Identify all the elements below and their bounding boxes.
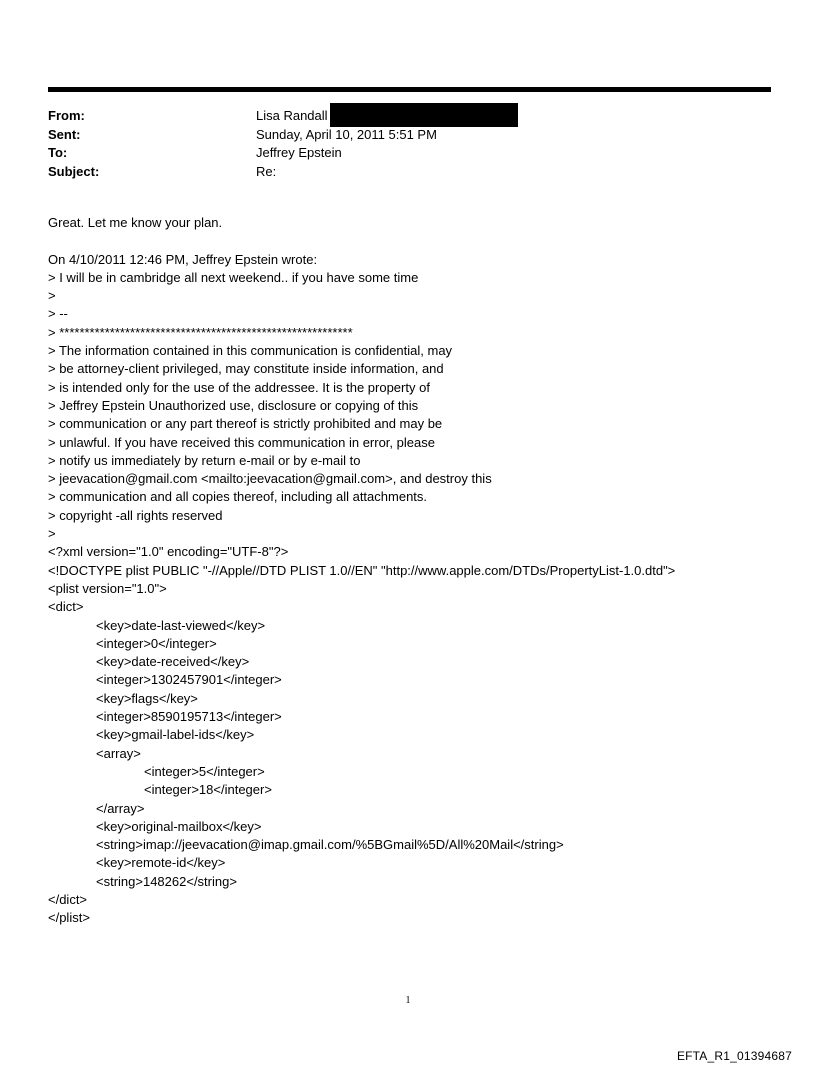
quoted-line: > Jeffrey Epstein Unauthorized use, disclosure or copying of this: [48, 397, 419, 413]
bates-number: EFTA_R1_01394687: [676, 1049, 792, 1063]
quoted-line: > The information contained in this communication is confidential, may: [48, 343, 453, 359]
plist-xml-block: [48, 543, 788, 927]
subject-value: Re:: [256, 163, 277, 179]
sender-name: Lisa Randall: [256, 108, 328, 123]
message-body: [48, 214, 788, 928]
quoted-line: > unlawful. If you have received this communication in error, please: [48, 434, 435, 450]
page-number: 1: [405, 995, 411, 1006]
plist-line: <integer>8590195713</integer>: [96, 709, 282, 725]
plist-line: <integer>1302457901</integer>: [96, 672, 282, 688]
to-value: Jeffrey Epstein: [256, 145, 342, 160]
plist-line: <key>gmail-label-ids</key>: [96, 727, 255, 743]
header-divider: [48, 87, 771, 92]
sent-label: Sent:: [48, 126, 81, 142]
quoted-line: > communication and all copies thereof, including all attachments.: [48, 489, 428, 505]
plist-line: <?xml version="1.0" encoding="UTF-8"?>: [48, 544, 289, 560]
plist-line: <key>original-mailbox</key>: [96, 818, 262, 834]
plist-line: <string>imap://jeevacation@imap.gmail.com/%5BGmail%5D/All%20Mail</string>: [96, 837, 564, 853]
plist-line: <integer>18</integer>: [144, 782, 272, 798]
quote-intro: On 4/10/2011 12:46 PM, Jeffrey Epstein wrote:: [48, 251, 318, 267]
quoted-line: > communication or any part thereof is strictly prohibited and may be: [48, 416, 443, 432]
plist-line: </array>: [96, 800, 145, 816]
plist-line: <key>flags</key>: [96, 690, 198, 706]
plist-line: <plist version="1.0">: [48, 580, 167, 596]
plist-line: <key>remote-id</key>: [96, 855, 226, 871]
reply-text: Great. Let me know your plan.: [48, 215, 223, 230]
quoted-line: >: [48, 526, 56, 542]
quoted-line: > jeevacation@gmail.com <mailto:jeevacation@gmail.com>, and destroy this: [48, 471, 492, 487]
quoted-line: > I will be in cambridge all next weekend.. if you have some time: [48, 269, 419, 285]
plist-line: <array>: [96, 745, 141, 761]
redaction-box: [330, 103, 518, 127]
from-value: [256, 107, 328, 126]
quoted-line: > --: [48, 306, 68, 322]
plist-line: </plist>: [48, 910, 90, 926]
sent-value: Sunday, April 10, 2011 5:51 PM: [256, 126, 437, 142]
plist-line: <dict>: [48, 599, 84, 615]
plist-line: <integer>5</integer>: [144, 763, 265, 779]
paragraph-gap: [48, 232, 788, 250]
quoted-line: >: [48, 288, 56, 304]
plist-line: <key>date-last-viewed</key>: [96, 617, 266, 633]
email-header: [48, 107, 771, 181]
quoted-line: > is intended only for the use of the addressee. It is the property of: [48, 379, 430, 395]
plist-line: <integer>0</integer>: [96, 635, 217, 651]
plist-line: </dict>: [48, 891, 88, 907]
from-row: [48, 107, 771, 126]
plist-line: <!DOCTYPE plist PUBLIC "-//Apple//DTD PLIST 1.0//EN" "http://www.apple.com/DTDs/PropertyList-1.0.dtd">: [48, 562, 676, 578]
quoted-line: > notify us immediately by return e-mail or by e-mail to: [48, 452, 361, 468]
to-row: [48, 144, 771, 163]
from-label: From:: [48, 108, 85, 123]
plist-line: <string>148262</string>: [96, 873, 237, 889]
sent-row: [48, 126, 771, 145]
subject-row: [48, 163, 771, 182]
quoted-line: > copyright -all rights reserved: [48, 507, 223, 523]
quoted-line: > be attorney-client privileged, may constitute inside information, and: [48, 361, 444, 377]
to-label: To:: [48, 145, 68, 160]
subject-label: Subject:: [48, 163, 100, 179]
quoted-line: > **********************************************************: [48, 324, 353, 340]
quoted-message: [48, 269, 788, 543]
plist-line: <key>date-received</key>: [96, 654, 250, 670]
